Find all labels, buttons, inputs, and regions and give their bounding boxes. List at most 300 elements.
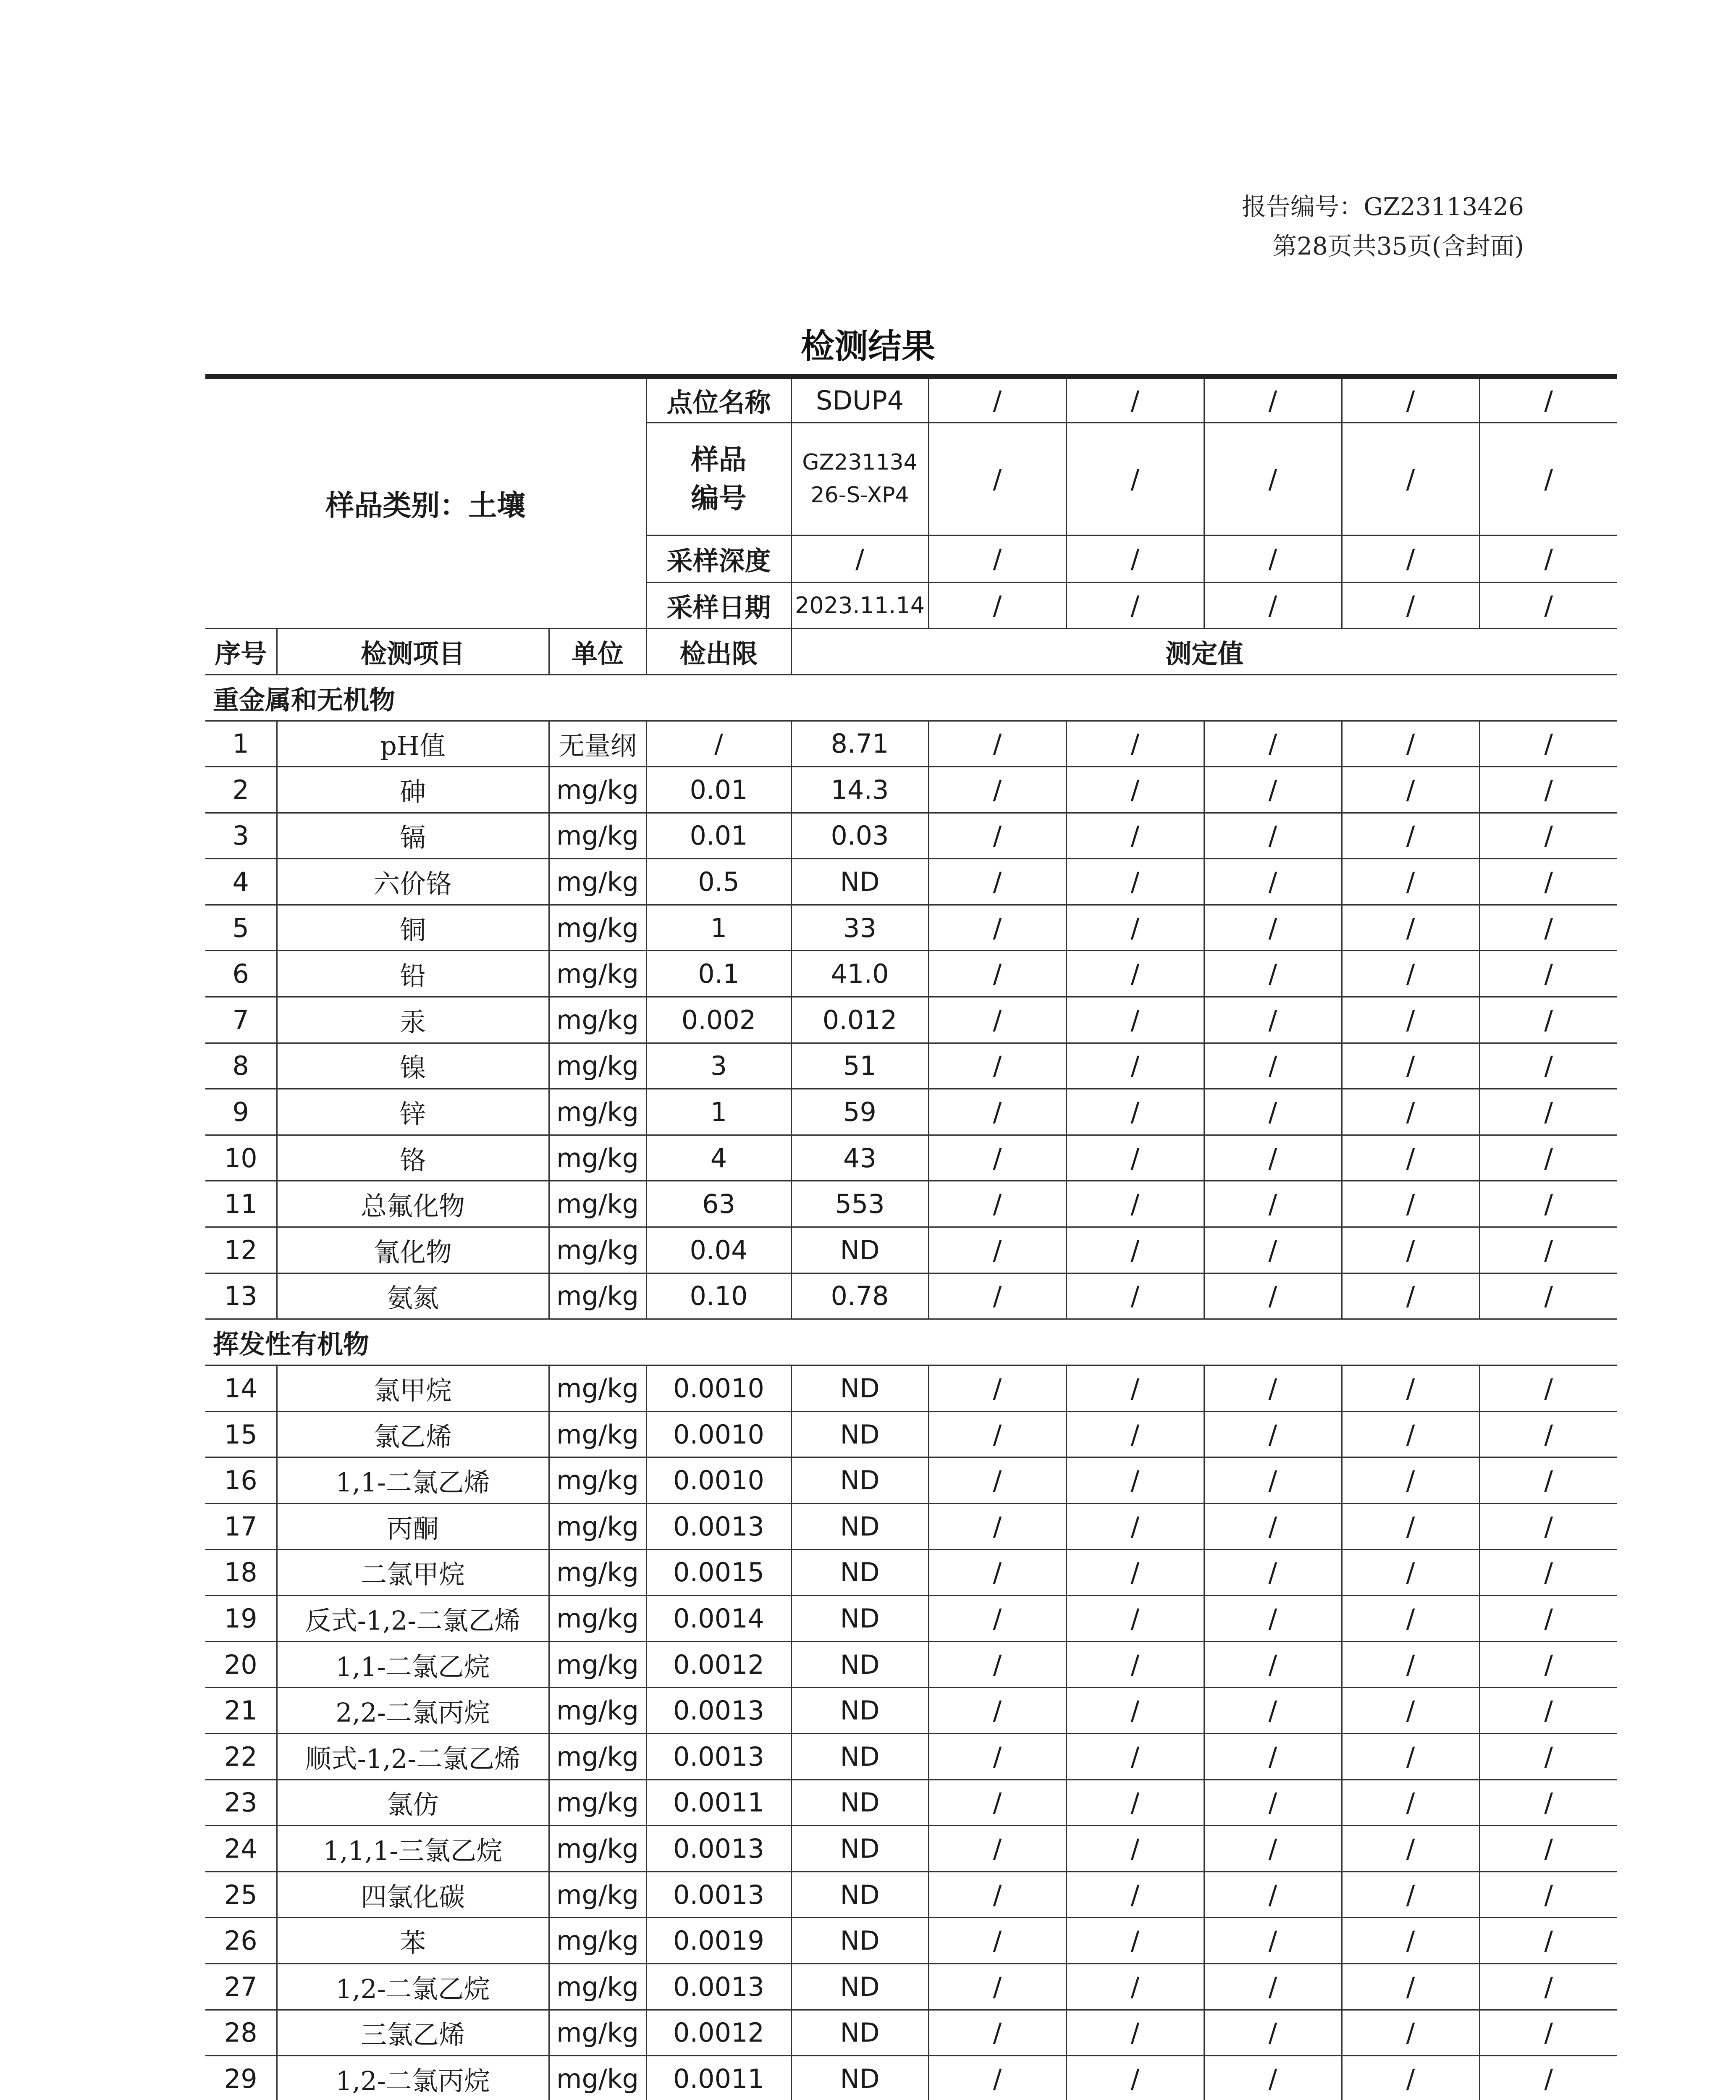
row-unit: mg/kg bbox=[549, 1596, 646, 1642]
row-unit: mg/kg bbox=[549, 767, 646, 813]
row-value: / bbox=[1342, 1089, 1479, 1135]
table-row bbox=[205, 767, 1617, 813]
row-value: / bbox=[1066, 1504, 1204, 1550]
row-unit: mg/kg bbox=[549, 1641, 646, 1688]
sample-info-value: / bbox=[1204, 535, 1342, 582]
row-item: 氨氮 bbox=[277, 1273, 549, 1319]
row-value: / bbox=[1479, 1411, 1617, 1457]
row-value: / bbox=[1479, 1964, 1617, 2010]
row-number: 20 bbox=[205, 1641, 277, 1688]
table-row bbox=[205, 813, 1617, 859]
sample-info-value: / bbox=[1342, 376, 1479, 423]
row-unit: mg/kg bbox=[549, 813, 646, 859]
row-value: / bbox=[1066, 1872, 1204, 1918]
row-value: ND bbox=[791, 1365, 928, 1412]
row-limit: / bbox=[646, 721, 791, 767]
sample-info-value: / bbox=[1342, 535, 1479, 582]
row-item: 反式-1,2-二氯乙烯 bbox=[277, 1596, 549, 1642]
row-item: 苯 bbox=[277, 1918, 549, 1964]
row-value: ND bbox=[791, 1641, 928, 1688]
sample-info-value: / bbox=[928, 582, 1066, 628]
row-number: 10 bbox=[205, 1135, 277, 1181]
row-number: 18 bbox=[205, 1549, 277, 1596]
row-limit: 0.0010 bbox=[646, 1411, 791, 1457]
sample-info-label: 样品 编号 bbox=[646, 423, 791, 535]
row-value: / bbox=[1066, 859, 1204, 905]
row-value: / bbox=[1066, 1826, 1204, 1872]
sample-info-value: / bbox=[1479, 582, 1617, 628]
row-number: 6 bbox=[205, 951, 277, 997]
row-unit: mg/kg bbox=[549, 1273, 646, 1319]
row-value: / bbox=[1479, 859, 1617, 905]
row-value: / bbox=[1204, 1733, 1342, 1780]
row-value: / bbox=[1066, 1964, 1204, 2010]
row-limit: 0.0013 bbox=[646, 1872, 791, 1918]
row-value: / bbox=[1342, 2010, 1479, 2056]
row-number: 26 bbox=[205, 1918, 277, 1964]
table-row bbox=[205, 1273, 1617, 1319]
row-value: / bbox=[1204, 1504, 1342, 1550]
row-value: / bbox=[928, 1043, 1066, 1089]
row-item: 汞 bbox=[277, 997, 549, 1043]
table-row bbox=[205, 1549, 1617, 1596]
row-value: / bbox=[1204, 1365, 1342, 1412]
row-value: / bbox=[1342, 1733, 1479, 1780]
row-item: 氯甲烷 bbox=[277, 1365, 549, 1412]
row-value: / bbox=[1342, 1549, 1479, 1596]
row-value: / bbox=[1204, 1596, 1342, 1642]
row-value: / bbox=[1066, 2010, 1204, 2056]
sample-info-label: 点位名称 bbox=[646, 376, 791, 423]
table-row bbox=[205, 1918, 1617, 1964]
row-unit: mg/kg bbox=[549, 1135, 646, 1181]
row-value: 553 bbox=[791, 1181, 928, 1227]
results-table bbox=[205, 374, 1617, 2100]
row-value: 41.0 bbox=[791, 951, 928, 997]
row-value: / bbox=[928, 2056, 1066, 2100]
row-value: / bbox=[928, 997, 1066, 1043]
row-value: / bbox=[928, 1457, 1066, 1504]
sample-category: 样品类别：土壤 bbox=[205, 376, 646, 628]
row-value: / bbox=[928, 1733, 1066, 1780]
row-value: / bbox=[1066, 1043, 1204, 1089]
row-value: / bbox=[1479, 1733, 1617, 1780]
sample-info-value: / bbox=[928, 535, 1066, 582]
section-header-row bbox=[205, 1319, 1617, 1365]
row-value: ND bbox=[791, 1411, 928, 1457]
row-value: / bbox=[928, 1365, 1066, 1412]
col-header-value: 测定值 bbox=[791, 628, 1617, 675]
row-value: / bbox=[1479, 2010, 1617, 2056]
row-value: / bbox=[928, 2010, 1066, 2056]
row-value: ND bbox=[791, 1780, 928, 1826]
table-row bbox=[205, 905, 1617, 951]
row-limit: 0.002 bbox=[646, 997, 791, 1043]
row-number: 19 bbox=[205, 1596, 277, 1642]
row-value: / bbox=[1066, 1596, 1204, 1642]
row-value: / bbox=[1066, 951, 1204, 997]
row-value: / bbox=[1066, 721, 1204, 767]
row-unit: mg/kg bbox=[549, 1043, 646, 1089]
row-item: 二氯甲烷 bbox=[277, 1549, 549, 1596]
row-item: 镍 bbox=[277, 1043, 549, 1089]
row-value: / bbox=[1066, 1457, 1204, 1504]
row-number: 16 bbox=[205, 1457, 277, 1504]
row-number: 7 bbox=[205, 997, 277, 1043]
row-limit: 63 bbox=[646, 1181, 791, 1227]
row-value: ND bbox=[791, 1964, 928, 2010]
row-limit: 1 bbox=[646, 905, 791, 951]
row-number: 23 bbox=[205, 1780, 277, 1826]
row-value: / bbox=[1479, 721, 1617, 767]
row-item: 铜 bbox=[277, 905, 549, 951]
row-value: / bbox=[1204, 1872, 1342, 1918]
table-row bbox=[205, 951, 1617, 997]
col-header-item: 检测项目 bbox=[277, 628, 549, 675]
row-value: / bbox=[1342, 1273, 1479, 1319]
row-item: 1,2-二氯乙烷 bbox=[277, 1964, 549, 2010]
sample-info-value: / bbox=[1342, 423, 1479, 535]
table-row bbox=[205, 1089, 1617, 1135]
row-item: 四氯化碳 bbox=[277, 1872, 549, 1918]
page-info: 第28页共35页(含封面) bbox=[1272, 232, 1524, 260]
row-value: ND bbox=[791, 2010, 928, 2056]
row-unit: mg/kg bbox=[549, 1227, 646, 1273]
row-value: / bbox=[1204, 905, 1342, 951]
table-row bbox=[205, 1365, 1617, 1412]
row-value: / bbox=[928, 1596, 1066, 1642]
row-value: / bbox=[1066, 905, 1204, 951]
table-row bbox=[205, 1411, 1617, 1457]
row-item: 锌 bbox=[277, 1089, 549, 1135]
row-value: / bbox=[1204, 1181, 1342, 1227]
row-value: / bbox=[928, 905, 1066, 951]
row-value: / bbox=[1066, 1780, 1204, 1826]
row-unit: mg/kg bbox=[549, 905, 646, 951]
sample-info-value: / bbox=[1204, 582, 1342, 628]
row-limit: 0.0019 bbox=[646, 1918, 791, 1964]
row-value: / bbox=[1342, 767, 1479, 813]
row-unit: mg/kg bbox=[549, 1365, 646, 1412]
row-value: / bbox=[1204, 1549, 1342, 1596]
sample-info-value: / bbox=[1204, 376, 1342, 423]
row-value: / bbox=[928, 1964, 1066, 2010]
results-table-body bbox=[205, 376, 1617, 2100]
row-value: / bbox=[1204, 1227, 1342, 1273]
column-header-row bbox=[205, 628, 1617, 675]
sample-info-value: / bbox=[1479, 423, 1617, 535]
table-row bbox=[205, 1964, 1617, 2010]
table-row bbox=[205, 1181, 1617, 1227]
sample-info-value: / bbox=[1066, 376, 1204, 423]
row-value: / bbox=[1479, 1043, 1617, 1089]
row-item: 铅 bbox=[277, 951, 549, 997]
row-value: / bbox=[1342, 1227, 1479, 1273]
sample-info-row bbox=[205, 376, 1617, 423]
row-value: / bbox=[1204, 1641, 1342, 1688]
row-value: / bbox=[1204, 997, 1342, 1043]
row-value: / bbox=[1066, 1641, 1204, 1688]
row-number: 28 bbox=[205, 2010, 277, 2056]
row-value: 14.3 bbox=[791, 767, 928, 813]
row-value: / bbox=[1204, 1780, 1342, 1826]
row-value: / bbox=[1342, 813, 1479, 859]
row-value: / bbox=[1479, 767, 1617, 813]
row-value: / bbox=[1342, 1181, 1479, 1227]
row-value: / bbox=[1479, 1365, 1617, 1412]
row-item: 2,2-二氯丙烷 bbox=[277, 1688, 549, 1734]
row-value: / bbox=[928, 1227, 1066, 1273]
row-value: / bbox=[1204, 1135, 1342, 1181]
row-unit: mg/kg bbox=[549, 1411, 646, 1457]
row-value: / bbox=[928, 1135, 1066, 1181]
row-number: 1 bbox=[205, 721, 277, 767]
row-unit: mg/kg bbox=[549, 1826, 646, 1872]
row-value: / bbox=[1342, 859, 1479, 905]
row-unit: mg/kg bbox=[549, 1780, 646, 1826]
row-value: / bbox=[1204, 1043, 1342, 1089]
row-value: / bbox=[1479, 951, 1617, 997]
sample-info-value: 2023.11.14 bbox=[791, 582, 928, 628]
sample-info-value: SDUP4 bbox=[791, 376, 928, 423]
row-value: / bbox=[928, 1918, 1066, 1964]
row-value: / bbox=[1342, 1688, 1479, 1734]
row-value: / bbox=[1479, 1549, 1617, 1596]
row-limit: 0.0011 bbox=[646, 2056, 791, 2100]
row-value: / bbox=[1479, 1780, 1617, 1826]
row-value: / bbox=[928, 1504, 1066, 1550]
sample-info-value: / bbox=[928, 376, 1066, 423]
sample-info-value: / bbox=[1479, 535, 1617, 582]
row-item: 氯乙烯 bbox=[277, 1411, 549, 1457]
sample-info-value: / bbox=[1066, 423, 1204, 535]
row-value: / bbox=[928, 1273, 1066, 1319]
row-value: / bbox=[1342, 1365, 1479, 1412]
row-value: / bbox=[1066, 997, 1204, 1043]
row-value: / bbox=[1479, 1918, 1617, 1964]
row-value: ND bbox=[791, 1733, 928, 1780]
row-value: / bbox=[1479, 1504, 1617, 1550]
row-value: / bbox=[1066, 1135, 1204, 1181]
row-unit: mg/kg bbox=[549, 859, 646, 905]
row-value: / bbox=[1342, 1504, 1479, 1550]
row-unit: mg/kg bbox=[549, 2056, 646, 2100]
row-value: / bbox=[928, 1826, 1066, 1872]
table-row bbox=[205, 1457, 1617, 1504]
row-value: ND bbox=[791, 1457, 928, 1504]
row-value: / bbox=[1204, 1089, 1342, 1135]
row-item: 总氟化物 bbox=[277, 1181, 549, 1227]
row-limit: 0.0013 bbox=[646, 1733, 791, 1780]
row-value: / bbox=[1066, 2056, 1204, 2100]
row-value: / bbox=[1204, 813, 1342, 859]
table-row bbox=[205, 859, 1617, 905]
row-value: / bbox=[928, 1688, 1066, 1734]
row-value: / bbox=[1342, 1135, 1479, 1181]
sample-info-label: 采样日期 bbox=[646, 582, 791, 628]
row-value: / bbox=[1479, 1181, 1617, 1227]
row-number: 17 bbox=[205, 1504, 277, 1550]
row-limit: 0.0012 bbox=[646, 2010, 791, 2056]
row-value: / bbox=[1479, 1688, 1617, 1734]
row-unit: mg/kg bbox=[549, 1549, 646, 1596]
row-number: 29 bbox=[205, 2056, 277, 2100]
row-number: 21 bbox=[205, 1688, 277, 1734]
row-number: 3 bbox=[205, 813, 277, 859]
row-value: / bbox=[1066, 1733, 1204, 1780]
row-value: ND bbox=[791, 1504, 928, 1550]
row-value: / bbox=[1342, 1411, 1479, 1457]
row-value: 51 bbox=[791, 1043, 928, 1089]
row-value: / bbox=[1479, 1089, 1617, 1135]
row-value: / bbox=[1204, 721, 1342, 767]
row-value: / bbox=[1342, 1596, 1479, 1642]
row-value: / bbox=[1342, 2056, 1479, 2100]
row-number: 14 bbox=[205, 1365, 277, 1412]
sample-info-label: 采样深度 bbox=[646, 535, 791, 582]
row-item: 砷 bbox=[277, 767, 549, 813]
row-item: pH值 bbox=[277, 721, 549, 767]
row-value: / bbox=[1066, 1918, 1204, 1964]
row-number: 4 bbox=[205, 859, 277, 905]
row-value: / bbox=[1479, 2056, 1617, 2100]
row-value: ND bbox=[791, 859, 928, 905]
row-item: 三氯乙烯 bbox=[277, 2010, 549, 2056]
row-value: / bbox=[928, 1872, 1066, 1918]
row-limit: 0.10 bbox=[646, 1273, 791, 1319]
row-value: ND bbox=[791, 1227, 928, 1273]
row-number: 24 bbox=[205, 1826, 277, 1872]
row-limit: 0.0013 bbox=[646, 1688, 791, 1734]
row-value: / bbox=[1204, 1964, 1342, 2010]
col-header-limit: 检出限 bbox=[646, 628, 791, 675]
row-item: 氯仿 bbox=[277, 1780, 549, 1826]
row-value: ND bbox=[791, 1596, 928, 1642]
row-value: / bbox=[1204, 2010, 1342, 2056]
row-value: / bbox=[1066, 1181, 1204, 1227]
row-value: / bbox=[1342, 1872, 1479, 1918]
sample-info-value: / bbox=[1479, 376, 1617, 423]
row-value: / bbox=[1479, 1596, 1617, 1642]
row-value: / bbox=[1342, 1043, 1479, 1089]
row-value: / bbox=[1342, 1457, 1479, 1504]
row-limit: 0.0013 bbox=[646, 1826, 791, 1872]
row-value: / bbox=[1066, 813, 1204, 859]
row-limit: 0.0013 bbox=[646, 1964, 791, 2010]
row-value: / bbox=[1479, 1457, 1617, 1504]
row-number: 12 bbox=[205, 1227, 277, 1273]
row-value: / bbox=[1479, 1135, 1617, 1181]
row-value: / bbox=[1066, 1365, 1204, 1412]
table-row bbox=[205, 1043, 1617, 1089]
row-unit: mg/kg bbox=[549, 1872, 646, 1918]
row-value: / bbox=[928, 1089, 1066, 1135]
row-value: ND bbox=[791, 1826, 928, 1872]
row-item: 1,1-二氯乙烯 bbox=[277, 1457, 549, 1504]
row-number: 25 bbox=[205, 1872, 277, 1918]
row-unit: mg/kg bbox=[549, 1457, 646, 1504]
col-header-seq: 序号 bbox=[205, 628, 277, 675]
section-title: 挥发性有机物 bbox=[205, 1319, 1617, 1365]
row-limit: 0.5 bbox=[646, 859, 791, 905]
col-header-unit: 单位 bbox=[549, 628, 646, 675]
row-limit: 0.0013 bbox=[646, 1504, 791, 1550]
row-value: / bbox=[1479, 1273, 1617, 1319]
row-value: / bbox=[1479, 1227, 1617, 1273]
sample-info-value: / bbox=[1066, 535, 1204, 582]
row-limit: 0.0010 bbox=[646, 1457, 791, 1504]
row-value: ND bbox=[791, 2056, 928, 2100]
table-row bbox=[205, 2010, 1617, 2056]
row-value: / bbox=[928, 1181, 1066, 1227]
row-value: / bbox=[928, 1641, 1066, 1688]
row-value: / bbox=[928, 813, 1066, 859]
row-value: / bbox=[1204, 1688, 1342, 1734]
row-value: / bbox=[1204, 1826, 1342, 1872]
row-value: ND bbox=[791, 1918, 928, 1964]
row-limit: 4 bbox=[646, 1135, 791, 1181]
row-limit: 0.0011 bbox=[646, 1780, 791, 1826]
row-value: / bbox=[928, 951, 1066, 997]
row-value: / bbox=[1066, 1273, 1204, 1319]
row-number: 9 bbox=[205, 1089, 277, 1135]
row-value: / bbox=[928, 721, 1066, 767]
row-value: / bbox=[1204, 951, 1342, 997]
row-value: 59 bbox=[791, 1089, 928, 1135]
row-unit: 无量纲 bbox=[549, 721, 646, 767]
row-item: 镉 bbox=[277, 813, 549, 859]
table-row bbox=[205, 1227, 1617, 1273]
row-value: ND bbox=[791, 1549, 928, 1596]
table-row bbox=[205, 1826, 1617, 1872]
row-limit: 0.01 bbox=[646, 767, 791, 813]
row-value: / bbox=[1342, 951, 1479, 997]
row-number: 2 bbox=[205, 767, 277, 813]
row-value: / bbox=[1066, 1549, 1204, 1596]
row-item: 1,2-二氯丙烷 bbox=[277, 2056, 549, 2100]
row-value: / bbox=[1479, 905, 1617, 951]
row-item: 铬 bbox=[277, 1135, 549, 1181]
row-unit: mg/kg bbox=[549, 997, 646, 1043]
row-limit: 3 bbox=[646, 1043, 791, 1089]
row-value: 43 bbox=[791, 1135, 928, 1181]
row-value: / bbox=[1479, 1641, 1617, 1688]
row-unit: mg/kg bbox=[549, 1964, 646, 2010]
row-item: 六价铬 bbox=[277, 859, 549, 905]
row-number: 8 bbox=[205, 1043, 277, 1089]
row-limit: 0.0015 bbox=[646, 1549, 791, 1596]
row-number: 11 bbox=[205, 1181, 277, 1227]
row-value: / bbox=[1479, 1826, 1617, 1872]
sample-info-value: / bbox=[1204, 423, 1342, 535]
row-number: 27 bbox=[205, 1964, 277, 2010]
table-row bbox=[205, 997, 1617, 1043]
row-value: / bbox=[1066, 1688, 1204, 1734]
sample-info-value: GZ231134 26-S-XP4 bbox=[791, 423, 928, 535]
row-value: / bbox=[1066, 767, 1204, 813]
table-row bbox=[205, 1641, 1617, 1688]
row-value: / bbox=[1342, 1964, 1479, 2010]
row-unit: mg/kg bbox=[549, 951, 646, 997]
row-value: 33 bbox=[791, 905, 928, 951]
row-item: 顺式-1,2-二氯乙烯 bbox=[277, 1733, 549, 1780]
row-value: / bbox=[928, 859, 1066, 905]
row-number: 22 bbox=[205, 1733, 277, 1780]
table-row bbox=[205, 1688, 1617, 1734]
row-value: / bbox=[1204, 767, 1342, 813]
row-value: / bbox=[1204, 2056, 1342, 2100]
row-limit: 1 bbox=[646, 1089, 791, 1135]
